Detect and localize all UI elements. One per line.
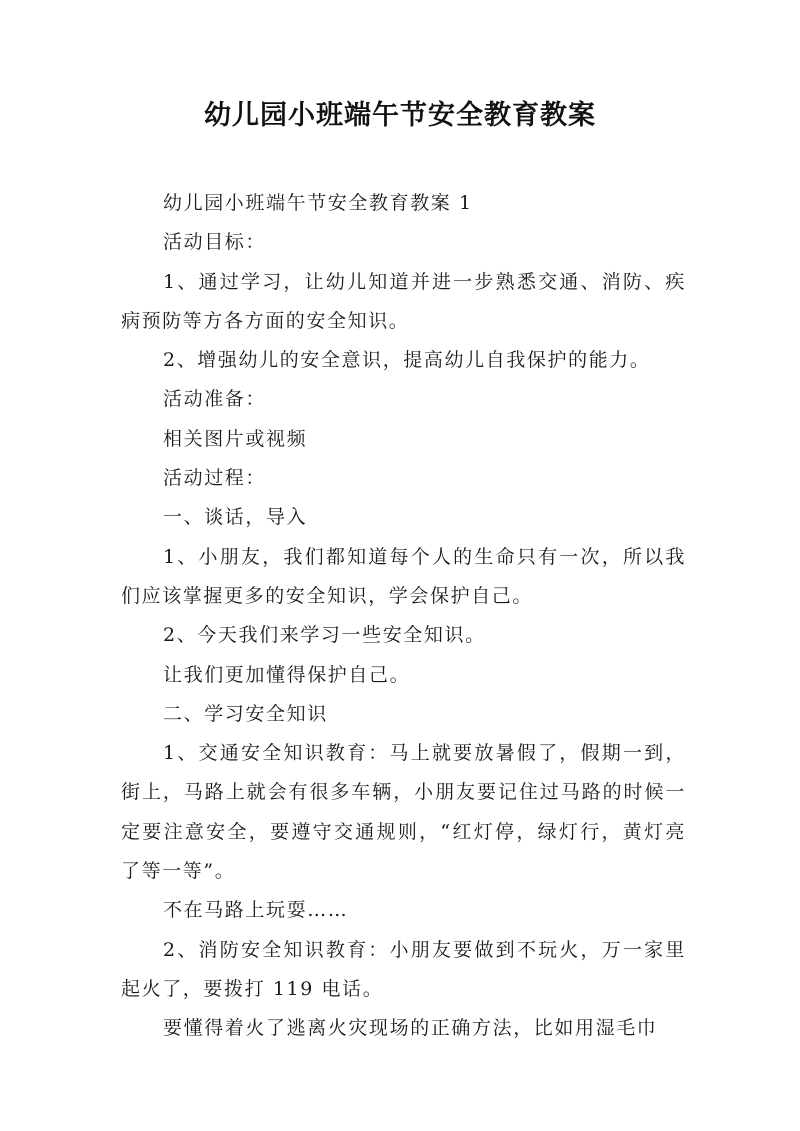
paragraph-traffic-safety: 1、交通安全知识教育：马上就要放暑假了，假期一到，街上，马路上就会有很多车辆，小朋友要记住过马路的时候一定要注意安全，要遵守交通规则，“红灯停，绿灯行，黄灯亮了等一等”。 [121,742,686,883]
paragraph-section-1-item-1: 1、小朋友，我们都知道每个人的生命只有一次，所以我们应该掌握更多的安全知识，学会保护自己。 [121,545,686,607]
paragraph-section-2-heading: 二、学习安全知识 [163,702,328,725]
paragraph-section-1-note: 让我们更加懂得保护自己。 [163,663,411,686]
paragraph-process-heading: 活动过程： [163,467,267,490]
paragraph-lesson-heading: 幼儿园小班端午节安全教育教案 1 [163,192,473,214]
document-body [121,184,686,1049]
document-title: 幼儿园小班端午节安全教育教案 [204,100,596,131]
paragraph-activity-goals-heading: 活动目标： [163,231,267,254]
paragraph-goal-1: 1、通过学习，让幼儿知道并进一步熟悉交通、消防、疾病预防等方各方面的安全知识。 [121,270,686,332]
paragraph-preparation-materials: 相关图片或视频 [163,427,308,450]
paragraph-fire-safety: 2、消防安全知识教育：小朋友要做到不玩火，万一家里起火了，要拨打 119 电话。 [121,938,686,1000]
paragraph-goal-2: 2、增强幼儿的安全意识，提高幼儿自我保护的能力。 [163,349,651,372]
paragraph-no-playing-on-road: 不在马路上玩耍…… [163,899,349,922]
paragraph-fire-escape: 要懂得着火了逃离火灾现场的正确方法，比如用湿毛巾 [163,1017,658,1040]
paragraph-section-1-item-2: 2、今天我们来学习一些安全知识。 [163,624,486,647]
paragraph-section-1-heading: 一、谈话，导入 [163,506,308,529]
paragraph-preparation-heading: 活动准备： [163,388,267,411]
